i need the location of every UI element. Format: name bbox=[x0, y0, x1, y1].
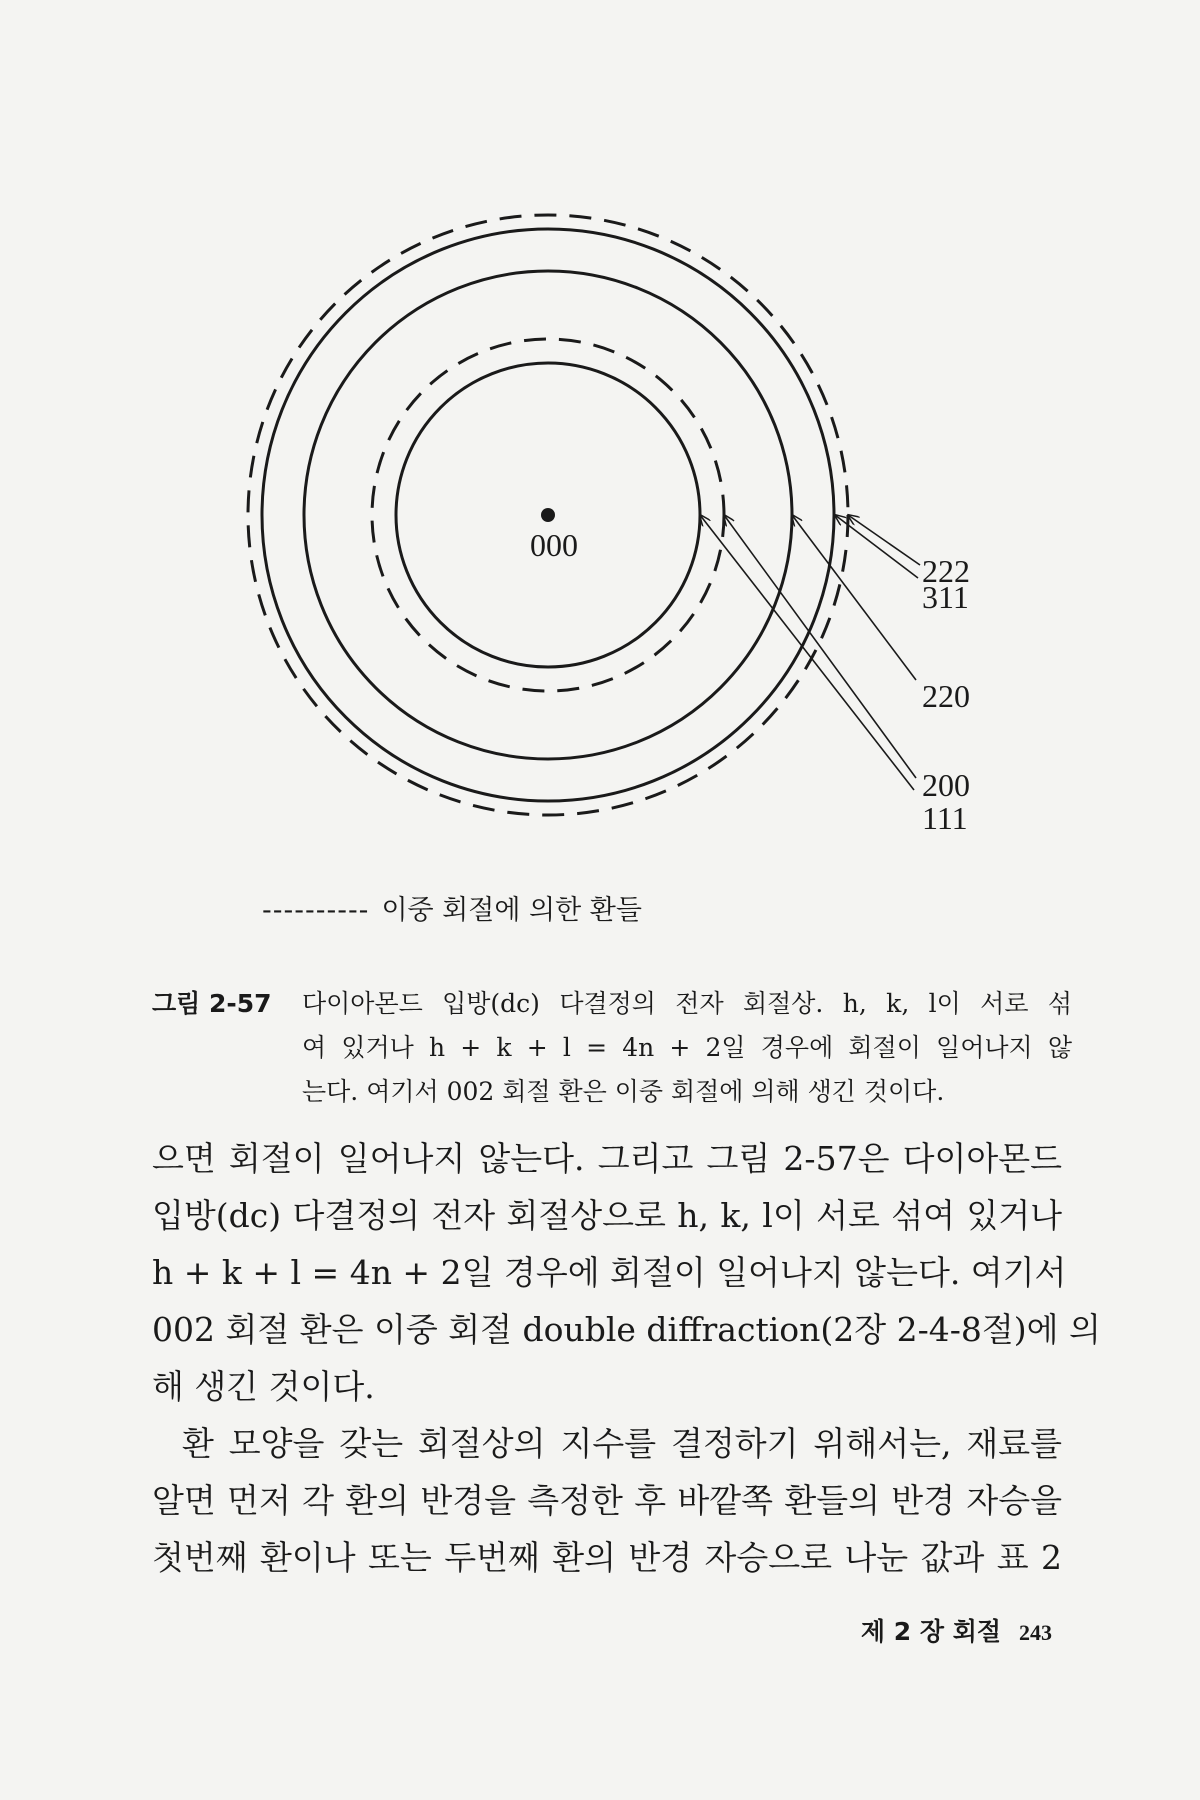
leader-line-222 bbox=[848, 515, 920, 565]
center-label-000: 000 bbox=[530, 527, 578, 563]
page-footer bbox=[861, 1612, 1052, 1648]
ring-label-311: 311 bbox=[922, 579, 969, 615]
caption-line: 는다. 여기서 002 회절 환은 이중 회절에 의해 생긴 것이다. bbox=[302, 1077, 945, 1106]
text-line: 002 회절 환은 이중 회절 double diffraction(2장 2-4-8절)에 의 bbox=[152, 1310, 1101, 1349]
ring-label-220: 220 bbox=[922, 678, 970, 714]
figure-legend bbox=[262, 888, 642, 927]
legend-dashed-symbol: ---------- bbox=[262, 895, 370, 926]
text-line: 으면 회절이 일어나지 않는다. 그리고 그림 2-57은 다이아몬드 bbox=[152, 1139, 1062, 1178]
leader-line-311 bbox=[835, 515, 918, 578]
text-line: 해 생긴 것이다. bbox=[152, 1367, 375, 1406]
leader-line-111 bbox=[700, 515, 914, 790]
caption-line: 여 있거나 h + k + l = 4n + 2일 경우에 회절이 일어나지 않 bbox=[302, 1033, 1072, 1062]
paragraph-1 bbox=[152, 1130, 1101, 1415]
text-line: 첫번째 환이나 또는 두번째 환의 반경 자승으로 나눈 값과 표 2 bbox=[152, 1538, 1062, 1577]
leader-line-220 bbox=[792, 515, 916, 680]
text-line: 알면 먼저 각 환의 반경을 측정한 후 바깥쪽 환들의 반경 자승을 bbox=[152, 1481, 1062, 1520]
body-text bbox=[152, 1130, 1101, 1586]
caption-line: 다이아몬드 입방(dc) 다결정의 전자 회절상. h, k, l이 서로 섞 bbox=[302, 989, 1072, 1018]
ring-label-111: 111 bbox=[922, 800, 968, 836]
ring-label-200: 200 bbox=[922, 767, 970, 803]
figure-caption bbox=[152, 982, 1072, 1114]
text-line: 입방(dc) 다결정의 전자 회절상으로 h, k, l이 서로 섞여 있거나 bbox=[152, 1196, 1062, 1235]
caption-label: 그림 2-57 bbox=[152, 989, 272, 1018]
paragraph-2 bbox=[152, 1415, 1062, 1586]
legend-text: 이중 회절에 의한 환들 bbox=[381, 895, 642, 926]
ring-label-222: 222 bbox=[922, 553, 970, 589]
chapter-title: 제 2 장 회절 bbox=[860, 1617, 1001, 1646]
text-line: 환 모양을 갖는 회절상의 지수를 결정하기 위해서는, 재료를 bbox=[182, 1424, 1062, 1463]
electron-diffraction-ring-diagram bbox=[0, 0, 1200, 880]
text-line: h + k + l = 4n + 2일 경우에 회절이 일어나지 않는다. 여기서 bbox=[152, 1253, 1067, 1292]
page-number: 243 bbox=[1019, 1620, 1052, 1645]
center-spot bbox=[541, 508, 555, 522]
